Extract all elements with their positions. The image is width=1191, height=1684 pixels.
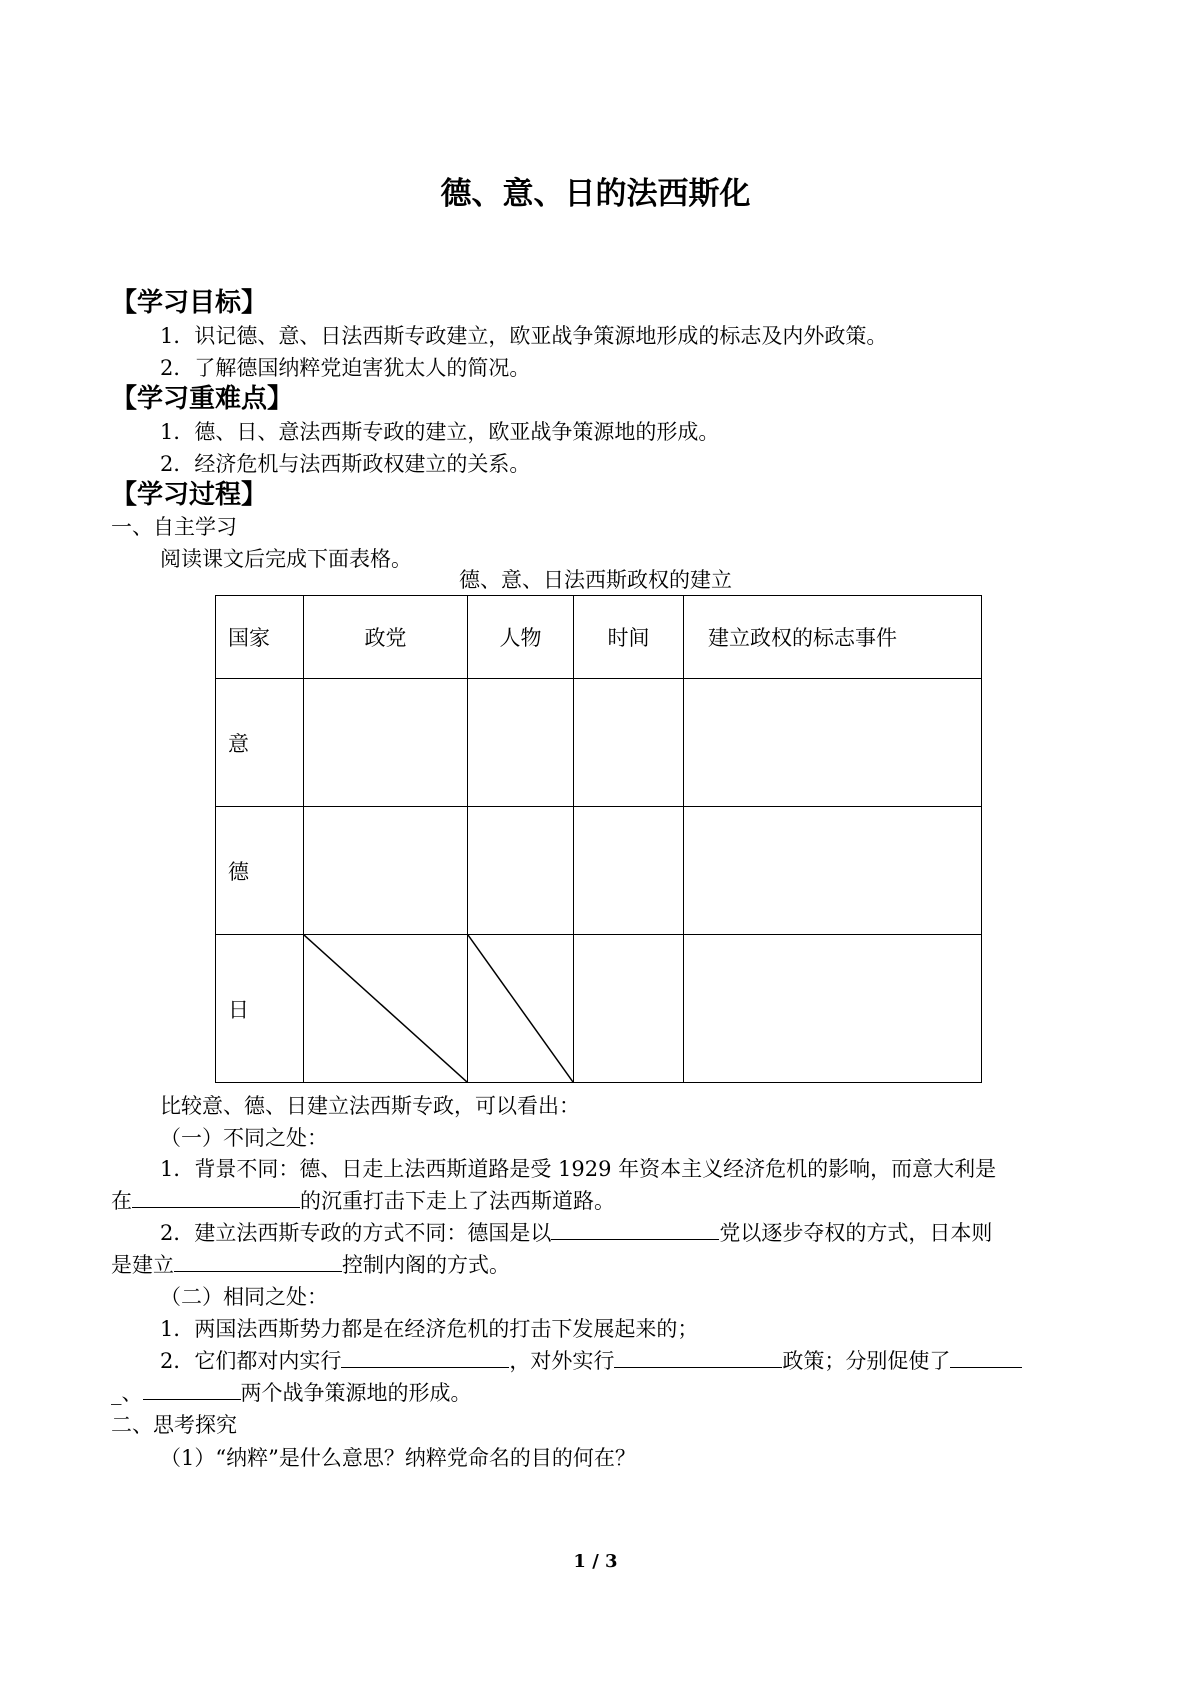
- header-time: 时间: [574, 596, 684, 679]
- process-heading: 【学习过程】: [111, 480, 268, 510]
- difference-1-line-b: 在 的沉重打击下走上了法西斯道路。: [111, 1189, 615, 1213]
- fill-blank[interactable]: [143, 1379, 241, 1400]
- header-person: 人物: [468, 596, 574, 679]
- row-label-germany: 德: [216, 807, 304, 935]
- similarity-1: 1．两国法西斯势力都是在经济危机的打击下发展起来的；: [160, 1317, 699, 1341]
- fill-blank[interactable]: [174, 1251, 342, 1272]
- table-cell-crossed: [304, 935, 468, 1083]
- table-cell[interactable]: [468, 679, 574, 807]
- fill-blank[interactable]: [341, 1347, 509, 1368]
- objectives-heading: 【学习目标】: [111, 288, 268, 318]
- table-cell[interactable]: [684, 807, 982, 935]
- table-header-row: [216, 596, 982, 679]
- difference-1-line-a: 1．背景不同：德、日走上法西斯道路是受 1929 年资本主义经济危机的影响，而意大利是: [160, 1157, 997, 1181]
- header-country: 国家: [216, 596, 304, 679]
- page-title: 德、意、日的法西斯化: [440, 176, 751, 212]
- table-cell[interactable]: [684, 935, 982, 1083]
- header-party: 政党: [304, 596, 468, 679]
- key-point-item: 1．德、日、意法西斯专政的建立，欧亚战争策源地的形成。: [160, 420, 720, 444]
- question-1: （1）“纳粹”是什么意思？纳粹党命名的目的何在？: [160, 1446, 636, 1470]
- fill-blank[interactable]: [551, 1219, 719, 1240]
- objective-item: 1．识记德、意、日法西斯专政建立，欧亚战争策源地形成的标志及内外政策。: [160, 324, 888, 348]
- similarity-2-line-b: _、 两个战争策源地的形成。: [111, 1381, 472, 1405]
- table-cell[interactable]: [304, 679, 468, 807]
- instruction: 阅读课文后完成下面表格。: [160, 547, 412, 571]
- key-point-item: 2．经济危机与法西斯政权建立的关系。: [160, 452, 531, 476]
- table-cell[interactable]: [574, 807, 684, 935]
- fill-blank[interactable]: [132, 1187, 300, 1208]
- difference-2-line-a: 2．建立法西斯专政的方式不同：德国是以 党以逐步夺权的方式，日本则: [160, 1221, 993, 1245]
- diagonal-line: [468, 935, 573, 1082]
- similarity-2-line-a: 2．它们都对内实行 ，对外实行 政策；分别促使了: [160, 1345, 1022, 1375]
- table-cell-crossed: [468, 935, 574, 1083]
- differences-heading: （一）不同之处：: [160, 1126, 328, 1150]
- table-cell[interactable]: [468, 807, 574, 935]
- table-cell[interactable]: [574, 679, 684, 807]
- table-cell[interactable]: [304, 807, 468, 935]
- difference-2-line-b: 是建立 控制内阁的方式。: [111, 1253, 510, 1277]
- diagonal-line: [304, 935, 467, 1082]
- key-points-heading: 【学习重难点】: [111, 384, 294, 414]
- row-label-italy: 意: [216, 679, 304, 807]
- compare-intro: 比较意、德、日建立法西斯专政，可以看出：: [160, 1094, 580, 1118]
- table-row: [216, 807, 982, 935]
- table-row: [216, 679, 982, 807]
- similarities-heading: （二）相同之处：: [160, 1285, 328, 1309]
- fill-blank[interactable]: [950, 1347, 1022, 1368]
- page-number: 1 / 3: [573, 1551, 618, 1572]
- table-cell[interactable]: [684, 679, 982, 807]
- objective-item: 2．了解德国纳粹党迫害犹太人的简况。: [160, 356, 531, 380]
- table-caption: 德、意、日法西斯政权的建立: [459, 568, 732, 592]
- section-1-heading: 一、自主学习: [111, 515, 237, 539]
- table-row: [216, 935, 982, 1083]
- header-event: 建立政权的标志事件: [684, 596, 982, 679]
- section-2-heading: 二、思考探究: [111, 1413, 237, 1437]
- row-label-japan: 日: [216, 935, 304, 1083]
- fill-blank[interactable]: [614, 1347, 782, 1368]
- table-cell[interactable]: [574, 935, 684, 1083]
- regime-table: [215, 595, 982, 1083]
